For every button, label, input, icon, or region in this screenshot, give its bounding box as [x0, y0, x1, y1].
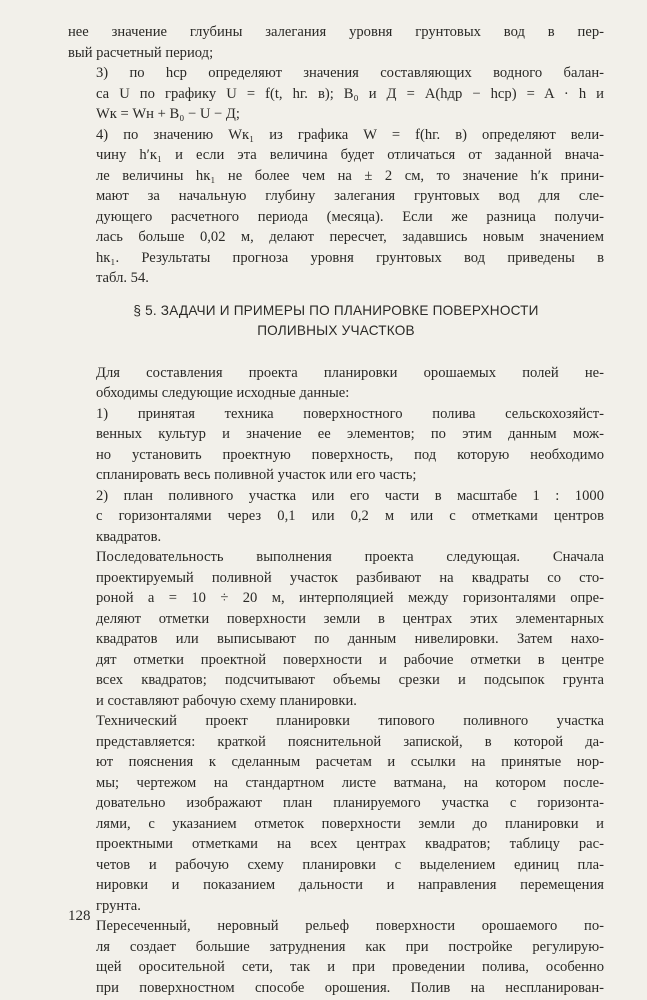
- text-line: при поверхностном способе орошения. Полив на неспланирован-: [96, 979, 604, 996]
- text-line: 1) принятая техника поверхностного полива сельскохозяйст-: [96, 405, 604, 422]
- text-line: ют пояснения к сделанным расчетам и ссылки на принятые нор-: [96, 754, 604, 770]
- text-line: представляется: краткой пояснительной запиской, в которой да-: [96, 733, 604, 750]
- text-line: проектными отметками на всех центрах квадратов; таблицу рас-: [96, 836, 604, 852]
- text-line: Пересеченный, неровный рельеф поверхности орошаемого по-: [96, 918, 604, 934]
- text-line: мают за начальную глубину залегания грунтовых вод для сле-: [96, 188, 604, 204]
- page-number: 128: [68, 908, 91, 924]
- text-line: квадратов или выписывают по данным нивелировки. Затем нахо-: [96, 631, 604, 647]
- list-item-3: [68, 63, 604, 125]
- text-line: 2) план поливного участка или его части в масштабе 1 : 1000: [96, 487, 604, 504]
- text-line: всех квадратов; подсчитывают объемы срезки и подсыпок грунта: [96, 672, 604, 688]
- text-line: грунта.: [96, 897, 141, 914]
- text-line: мы; чертежом на стандартном листе ватмана, на котором после-: [96, 774, 604, 791]
- text-line: вый расчетный период;: [68, 44, 214, 61]
- text-line: лями, с указанием отметок поверхности земли до планировки и: [96, 815, 604, 832]
- text-line: Wк = Wн + B₀ − U − Д;: [96, 106, 240, 122]
- heading-line: § 5. ЗАДАЧИ И ПРИМЕРЫ ПО ПЛАНИРОВКЕ ПОВЕРХНОСТИ: [133, 302, 539, 318]
- paragraph-technical-project: [68, 711, 604, 916]
- text-line: Технический проект планировки типового поливного участка: [96, 713, 604, 729]
- text-line: Последовательность выполнения проекта следующая. Сначала: [96, 549, 604, 565]
- text-line: с горизонталями через 0,1 или 0,2 м или с отметками центров: [96, 508, 604, 524]
- text-line: лась больше 0,02 м, делают пересчет, задавшись новым значением: [96, 229, 604, 245]
- paragraph-relief: [68, 916, 604, 998]
- text-line: венных культур и значение ее элементов; по этим данным мож-: [96, 426, 604, 442]
- heading-line: ПОЛИВНЫХ УЧАСТКОВ: [257, 322, 415, 338]
- text-line: ля создает большие затруднения как при постройке регулирую-: [96, 938, 604, 955]
- text-line: нировки и показанием дальности и направления перемещения: [96, 877, 604, 893]
- text-line: дующего расчетного периода (месяца). Если же разница получи-: [96, 208, 604, 225]
- section-heading: [68, 301, 604, 341]
- text-line: квадратов.: [96, 528, 162, 545]
- text-line: hк₁. Результаты прогноза уровня грунтовых вод приведены в: [96, 249, 604, 266]
- text-line: обходимы следующие исходные данные:: [96, 385, 350, 401]
- list-item-4: [68, 125, 604, 289]
- page-body: [68, 22, 604, 998]
- paragraph-sequence: [68, 547, 604, 711]
- text-line: и составляют рабочую схему планировки.: [96, 692, 357, 709]
- text-line: роной a = 10 ÷ 20 м, интерполяцией между горизонталями опре-: [96, 590, 604, 606]
- text-line: Для составления проекта планировки орошаемых полей не-: [96, 364, 604, 381]
- text-line: дят отметки проектной поверхности и рабочие отметки в центре: [96, 651, 604, 668]
- text-line: довательно изображают план планируемого участка с горизонта-: [96, 795, 604, 811]
- paragraph-intro: [68, 363, 604, 404]
- text-line: са U по графику U = f(t, hг. в); B₀ и Д = A(hдр − hср) = A · h и: [96, 85, 604, 102]
- text-line: ле величины hк₁ не более чем на ± 2 см, то значение h′к прини-: [96, 167, 604, 184]
- paragraph-continuation: [68, 22, 604, 63]
- text-line: 4) по значению Wк₁ из графика W = f(hг. в) определяют вели-: [96, 126, 604, 143]
- text-line: проектируемый поливной участок разбивают на квадраты со сто-: [96, 569, 604, 586]
- text-line: деляют отметки поверхности земли в центрах этих элементарных: [96, 610, 604, 627]
- list-item-1: [68, 404, 604, 486]
- text-line: 3) по hср определяют значения составляющих водного балан-: [96, 65, 604, 81]
- text-line: четов и рабочую схему планировки с выделением единиц пла-: [96, 856, 604, 873]
- text-line: щей оросительной сети, так и при проведении полива, особенно: [96, 959, 604, 975]
- text-line: чину h′к₁ и если эта величина будет отличаться от заданной внача-: [96, 147, 604, 163]
- list-item-2: [68, 486, 604, 548]
- text-line: спланировать весь поливной участок или его часть;: [96, 467, 417, 483]
- text-line: табл. 54.: [96, 270, 149, 286]
- text-line: но установить проектную поверхность, под которую необходимо: [96, 446, 604, 463]
- text-line: нее значение глубины залегания уровня грунтовых вод в пер-: [68, 24, 604, 40]
